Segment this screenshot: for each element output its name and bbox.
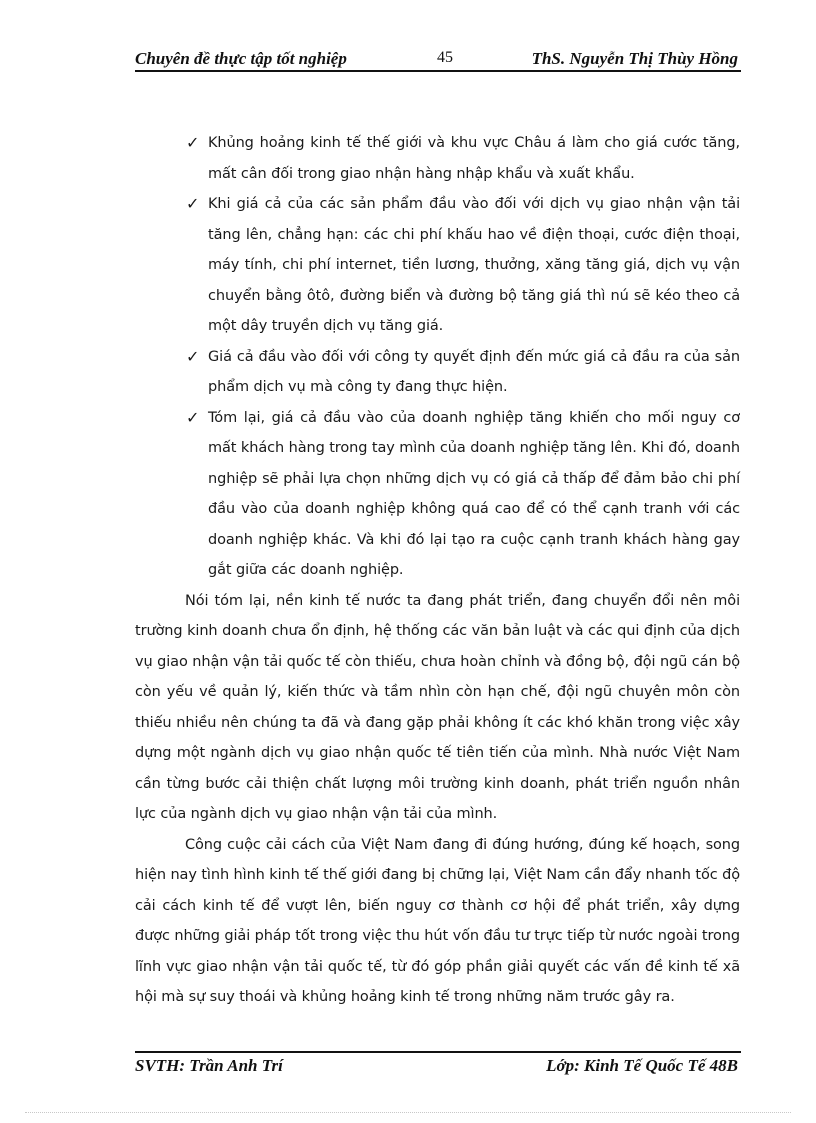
bullet-item [135, 342, 740, 403]
bullet-text: Khi giá cả của các sản phẩm đầu vào đối với dịch vụ giao nhận vận tải tăng lên, chẳng hạn: các chi phí khấu hao về điện thoại, cước điện thoại, máy tính, chi phí internet, tiền lương, thưởng, xăng tăng giá, dịch vụ vận chuyển bằng ôtô, đường biển và đường bộ tăng giá thì nú sẽ kéo theo cả một dây truyền dịch vụ tăng giá. [208, 196, 740, 334]
bullet-text: Tóm lại, giá cả đầu vào của doanh nghiệp tăng khiến cho mối nguy cơ mất khách hàng trong tay mình của doanh nghiệp tăng lên. Khi đó, doanh nghiệp sẽ phải lựa chọn những dịch vụ có giá cả thấp để đảm bảo chi phí đầu vào của doanh nghiệp không quá cao để có thể cạnh tranh với các doanh nghiệp khác. Và khi đó lại tạo ra cuộc cạnh tranh khách hàng gay gắt giữa các doanh nghiệp. [208, 409, 740, 578]
bullet-item [135, 128, 740, 189]
checkmark-icon: ✓ [186, 407, 200, 427]
bullet-item [135, 403, 740, 586]
footer-rule [135, 1051, 741, 1053]
document-body [135, 128, 740, 1013]
header-rule [135, 70, 741, 72]
body-paragraph: Nói tóm lại, nền kinh tế nước ta đang phát triển, đang chuyển đổi nên môi trường kinh doanh chưa ổn định, hệ thống các văn bản luật và các qui định của dịch vụ giao nhận vận tải quốc tế còn thiếu, chưa hoàn chỉnh và đồng bộ, đội ngũ cán bộ còn yếu về quản lý, kiến thức và tầm nhìn còn hạn chế, đội ngũ chuyên môn còn thiếu nhiều nên chúng ta đã và đang gặp phải không ít các khó khăn trong việc xây dựng một ngành dịch vụ giao nhận quốc tế tiên tiến của mình. Nhà nước Việt Nam cần từng bước cải thiện chất lượng môi trường kinh doanh, phát triển nguồn nhân lực của ngành dịch vụ giao nhận vận tải của mình. [135, 592, 740, 822]
checkmark-icon: ✓ [186, 346, 200, 366]
checkmark-icon: ✓ [186, 133, 200, 152]
footer-class: Lớp: Kinh Tế Quốc Tế 48B [546, 1056, 738, 1075]
page-number: 45 [437, 49, 453, 66]
page-footer [135, 1056, 738, 1080]
bullet-item [135, 189, 740, 342]
page-edge-divider [25, 1112, 791, 1113]
bullet-text: Khủng hoảng kinh tế thế giới và khu vực Châu á làm cho giá cước tăng, mất cân đối trong giao nhận hàng nhập khẩu và xuất khẩu. [208, 135, 740, 182]
page-header [135, 47, 738, 71]
footer-student: SVTH: Trần Anh Trí [135, 1056, 283, 1075]
bullet-text: Giá cả đầu vào đối với công ty quyết định đến mức giá cả đầu ra của sản phẩm dịch vụ mà công ty đang thực hiện. [208, 348, 740, 395]
body-paragraph: Công cuộc cải cách của Việt Nam đang đi đúng hướng, đúng kế hoạch, song hiện nay tình hình kinh tế thế giới đang bị chững lại, Việt Nam cần đẩy nhanh tốc độ cải cách kinh tế để vượt lên, biến nguy cơ thành cơ hội để phát triển, xây dựng được những giải pháp tốt trong việc thu hút vốn đầu tư trực tiếp từ nước ngoài trong lĩnh vực giao nhận vận tải quốc tế, từ đó góp phần giải quyết các vấn đề kinh tế xã hội mà sự suy thoái và khủng hoảng kinh tế trong những năm trước gây ra. [135, 836, 740, 1005]
checkmark-icon: ✓ [186, 194, 200, 213]
header-supervisor: ThS. Nguyễn Thị Thùy Hồng [531, 49, 738, 68]
header-thesis-title: Chuyên đề thực tập tốt nghiệp [135, 49, 347, 68]
